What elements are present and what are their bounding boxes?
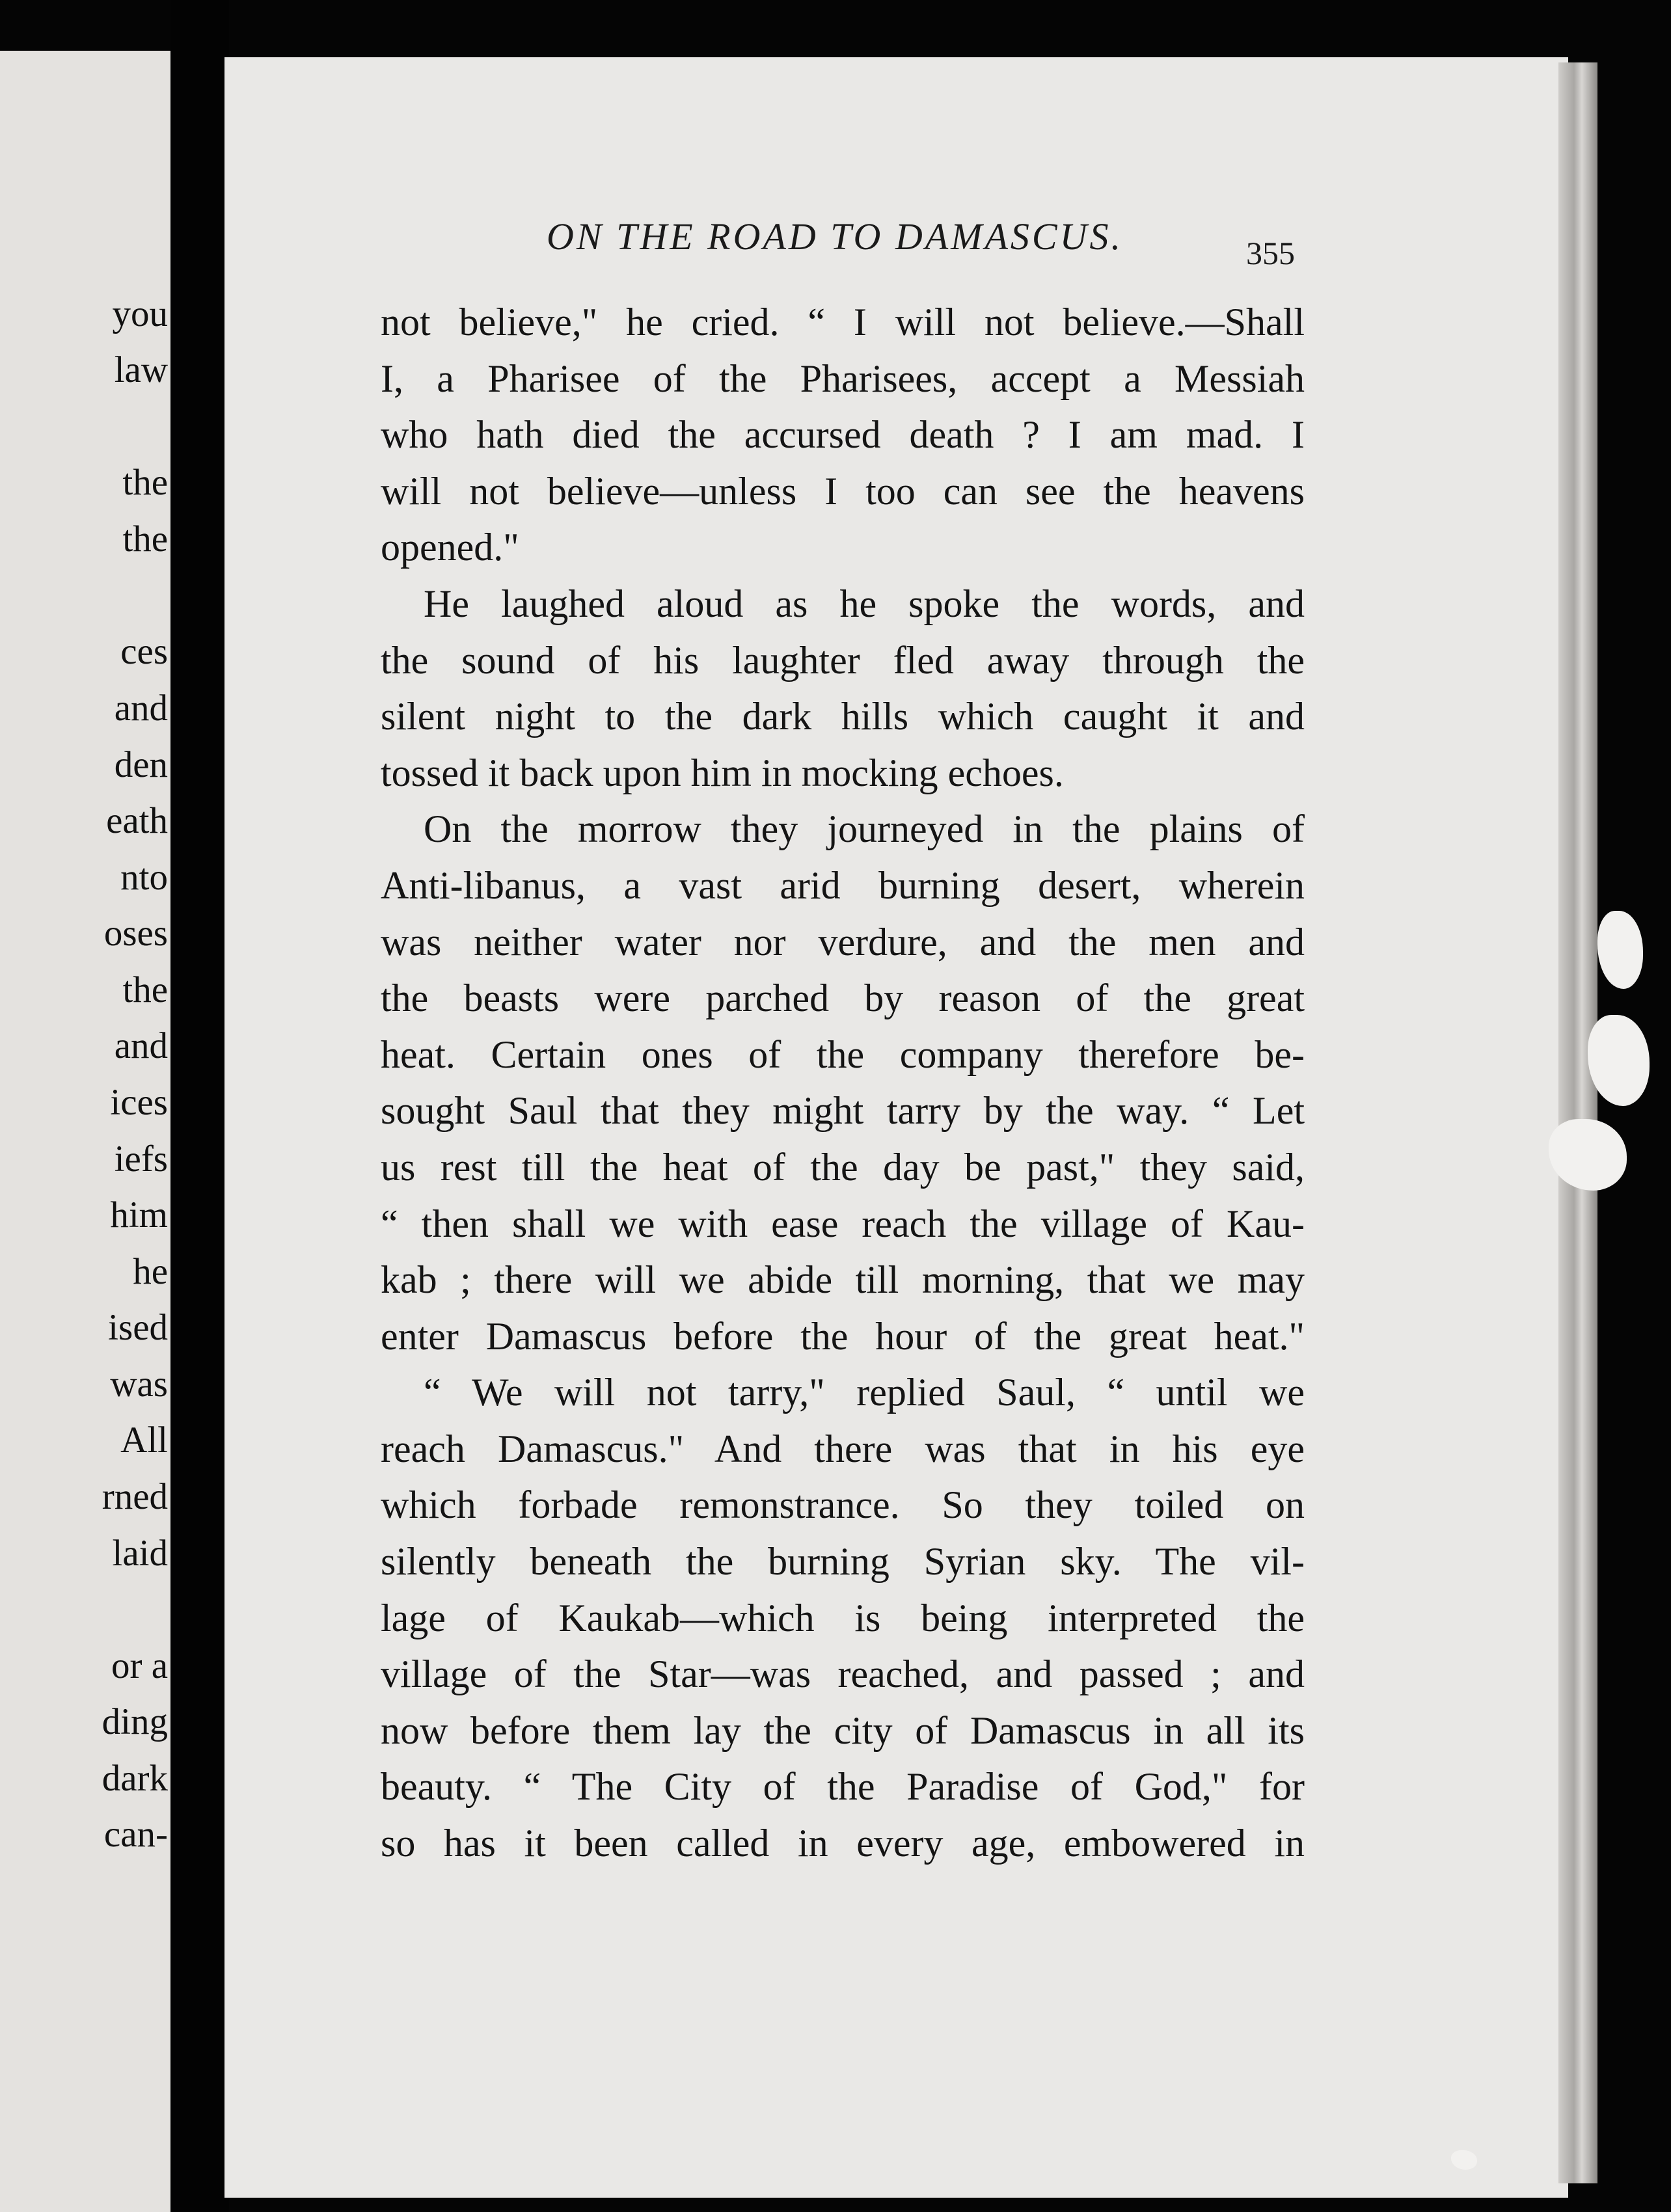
book-gutter	[170, 0, 229, 2212]
text-line: who hath died the accursed death ? I am mad. I	[381, 413, 1305, 457]
text-line: so has it been called in every age, embowered in	[381, 1822, 1305, 1865]
text-line: Anti-libanus, a vast arid burning desert, wherein	[381, 863, 1305, 907]
text-line: heat. Certain ones of the company therefore be-	[381, 1032, 1305, 1076]
text-line: was neither water nor verdure, and the men and	[381, 920, 1305, 964]
left-fragment: the	[122, 969, 168, 1010]
paragraph	[381, 801, 1305, 1364]
text-line: the sound of his laughter fled away through the	[381, 638, 1305, 682]
text-line: He laughed aloud as he spoke the words, and	[424, 582, 1305, 625]
left-fragment: nto	[120, 857, 168, 898]
paper-damage	[1597, 911, 1643, 989]
left-fragment: was	[110, 1364, 168, 1405]
left-fragment: he	[133, 1251, 168, 1292]
left-fragment: can-	[103, 1814, 168, 1855]
text-line: the beasts were parched by reason of the great	[381, 977, 1305, 1020]
text-line: enter Damascus before the hour of the great heat."	[381, 1314, 1305, 1358]
text-line: On the morrow they journeyed in the plains of	[424, 807, 1305, 851]
left-fragment: laid	[112, 1533, 168, 1574]
left-fragment: ices	[110, 1082, 168, 1123]
left-fragment: All	[120, 1420, 168, 1461]
left-fragment: ces	[120, 631, 168, 672]
left-fragment: the	[122, 462, 168, 503]
text-line: silently beneath the burning Syrian sky. The vil-	[381, 1540, 1305, 1584]
left-facing-page	[0, 51, 170, 2212]
running-head: ON THE ROAD TO DAMASCUS.	[547, 215, 1123, 258]
left-fragment: rned	[102, 1476, 168, 1517]
left-fragment: ised	[108, 1307, 168, 1348]
text-line: silent night to the dark hills which caught it and	[381, 695, 1305, 738]
left-fragment: oses	[103, 913, 168, 954]
left-fragment: iefs	[114, 1139, 168, 1180]
text-line: kab ; there will we abide till morning, that we may	[381, 1258, 1305, 1302]
text-line: “ then shall we with ease reach the village of Kau-	[381, 1202, 1305, 1245]
text-line: sought Saul that they might tarry by the way. “ Let	[381, 1089, 1305, 1133]
text-line: not believe," he cried. “ I will not believe.—Shall	[381, 301, 1305, 344]
left-fragment: the	[122, 519, 168, 560]
paragraph	[381, 1364, 1305, 1871]
left-fragment: and	[114, 1025, 168, 1066]
left-fragment: law	[114, 349, 168, 390]
body-text	[381, 294, 1305, 1872]
paragraph	[381, 294, 1305, 576]
text-line: now before them lay the city of Damascus in all its	[381, 1708, 1305, 1752]
text-line: tossed it back upon him in mocking echoes.	[381, 751, 1064, 794]
text-line: opened."	[381, 526, 519, 569]
paragraph	[381, 576, 1305, 801]
left-fragment: dark	[102, 1758, 168, 1799]
left-fragment: him	[110, 1194, 168, 1235]
text-line: I, a Pharisee of the Pharisees, accept a Messiah	[381, 357, 1305, 400]
text-line: reach Damascus." And there was that in his eye	[381, 1427, 1305, 1470]
left-fragment: den	[114, 744, 168, 785]
text-line: which forbade remonstrance. So they toiled on	[381, 1483, 1305, 1527]
text-line: beauty. “ The City of the Paradise of God," for	[381, 1765, 1305, 1809]
text-line: “ We will not tarry," replied Saul, “ until we	[424, 1371, 1305, 1414]
left-fragment: eath	[106, 800, 168, 841]
text-line: us rest till the heat of the day be past," they said,	[381, 1145, 1305, 1189]
text-line: lage of Kaukab—which is being interpreted the	[381, 1596, 1305, 1639]
left-fragment: and	[114, 688, 168, 729]
left-fragment: ding	[102, 1701, 168, 1742]
text-line: will not believe—unless I too can see the heavens	[381, 469, 1305, 513]
left-fragment: you	[112, 293, 168, 334]
page-number: 355	[1246, 235, 1295, 271]
text-line: village of the Star—was reached, and passed ; and	[381, 1652, 1305, 1696]
left-fragment: or a	[111, 1645, 168, 1686]
